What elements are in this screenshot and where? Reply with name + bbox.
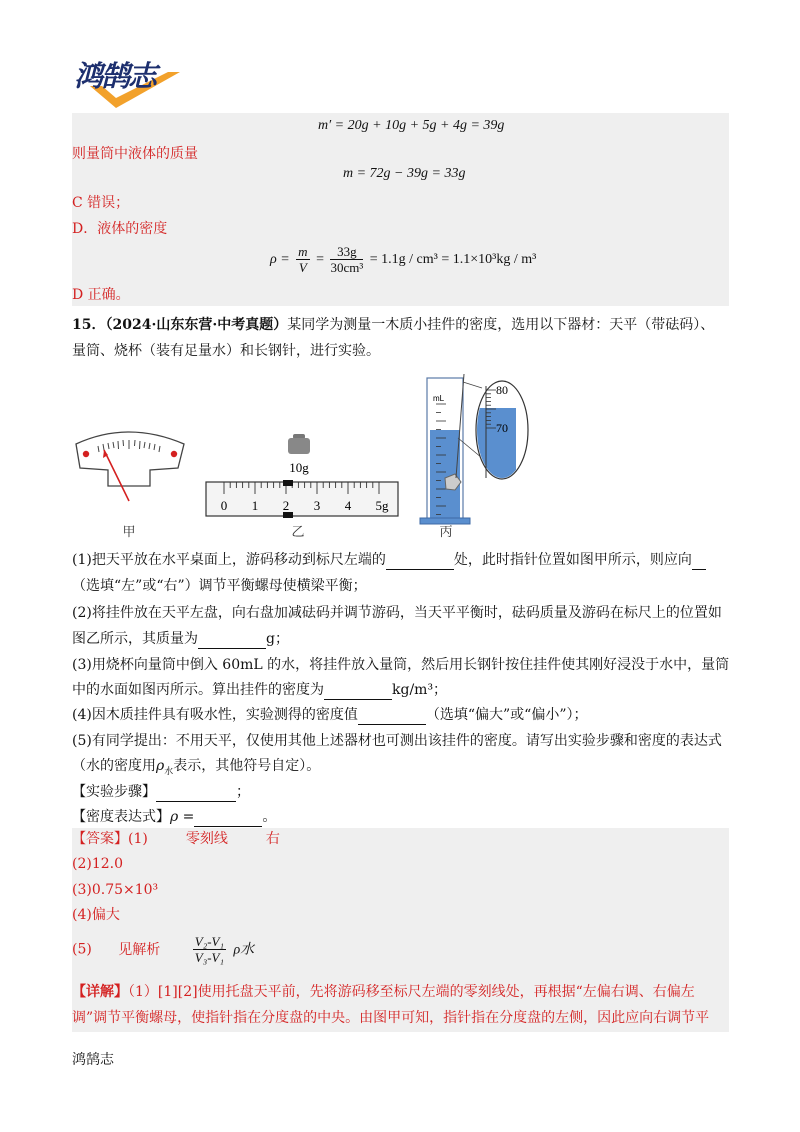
answer-tag: 【答案】 [72, 831, 128, 847]
subquestion-2-line2 [72, 629, 289, 649]
question-number: 15． [72, 317, 106, 333]
experiment-steps-line [72, 782, 250, 802]
ruler-tick-label: 0 [220, 498, 228, 513]
answer-line-1 [72, 829, 280, 849]
q2-text: 图乙所示，其质量为 [72, 631, 198, 647]
answer-line-4: (4)偏大 [72, 907, 120, 923]
question-source: （2024·山东东营·中考真题） [105, 317, 288, 333]
q1-text-a: (1)把天平放在水平桌面上，游码移动到标尺左端的 [72, 552, 386, 568]
option-d-label: D．液体的密度 [72, 221, 168, 237]
answer-5-number: (5) [72, 941, 92, 958]
page-footer: 鸿鹄志 [72, 1052, 114, 1068]
option-c-wrong: C 错误； [72, 195, 130, 211]
ruler-tick-label: 2 [282, 498, 290, 513]
answer-line-2: (2)12.0 [72, 856, 124, 872]
liquid-mass-label: 则量筒中液体的质量 [72, 146, 198, 162]
subquestion-3-line1: (3)用烧杯向量筒中倒入 60mL 的水，将挂件放入量筒，然后用长钢针按住挂件使其刚好浸没于水中，量筒 [72, 657, 730, 673]
equals: = [316, 252, 324, 267]
answer-blank [324, 685, 392, 700]
figure-label-bing: 丙 [439, 524, 453, 539]
experiment-figure [0, 368, 800, 543]
frac-den: V [298, 260, 307, 276]
answer-line-3: (3)0.75×10³ [72, 882, 159, 898]
q5-text-c: 表示，其他符号自定）。 [173, 758, 321, 774]
question-stem: 某同学为测量一木质小挂件的密度，选用以下器材：天平（带砝码）、 [287, 317, 715, 333]
q5-text-b: （水的密度用 [72, 758, 156, 774]
cylinder-unit: mL [433, 394, 445, 403]
zoom-label-80: 80 [496, 383, 508, 397]
detail-text-1: （1）[1][2]使用托盘天平前，先将游码移至标尺左端的零刻线处，再根据“左偏右调、右偏左 [128, 984, 695, 1000]
mprime-equation: m′ = 20g + 10g + 5g + 4g = 39g [318, 118, 505, 133]
answer-5-value: 见解析 [118, 941, 161, 958]
weight-and-ruler-diagram [206, 434, 398, 518]
figure-label-yi: 乙 [291, 524, 305, 539]
subquestion-3-line2 [72, 680, 447, 700]
figure-label-jia: 甲 [122, 524, 136, 539]
q2-unit: g； [266, 631, 289, 647]
frac-num: V₂-V₁ [194, 934, 224, 949]
m-equation: m = 72g − 39g = 33g [343, 166, 466, 181]
subquestion-4 [72, 705, 587, 725]
expression-rho: ρ = [170, 809, 195, 825]
brand-logo [72, 52, 184, 110]
subquestion-5-line1: (5)有同学提出：不用天平，仅使用其他上述器材也可测出该挂件的密度。请写出实验步骤和密度的表达式 [72, 733, 722, 749]
ruler-tick-label: 4 [344, 498, 352, 513]
answer-blank [386, 555, 454, 570]
question-15-line2: 量筒、烧杯（装有足量水）和长钢针，进行实验。 [72, 343, 380, 359]
fraction-m-over-v [296, 244, 309, 275]
q4-text-b: （选填“偏大”或“偏小”）； [425, 707, 588, 723]
steps-label: 【实验步骤】 [72, 784, 156, 800]
subquestion-1-line1 [72, 550, 706, 570]
subquestion-1-line2: （选填“左”或“右”）调节平衡螺母使横梁平衡； [72, 578, 367, 594]
q1-text-b: 处，此时指针位置如图甲所示，则应向 [453, 552, 692, 568]
answer-1-value-1: 零刻线 [185, 831, 228, 847]
density-expression-line [72, 807, 276, 827]
fraction-33g [330, 244, 363, 275]
logo-text: 鸿鹄志 [74, 59, 156, 93]
answer-5-rho: ρ水 [233, 942, 255, 958]
subquestion-5-line2 [72, 756, 320, 782]
detail-tag: 【详解】 [72, 984, 128, 1000]
frac-num: 33g [330, 244, 363, 260]
previous-answer-block [72, 113, 729, 306]
answer-blank [156, 787, 236, 802]
detail-line-2: 调”调节平衡螺母，使指针指在分度盘的中央。由图甲可知，指针指在分度盘的左侧，因此应向右调节平 [72, 1010, 710, 1026]
detail-line-1 [72, 982, 695, 1002]
answer-blank [194, 812, 262, 827]
question-15-line1 [72, 315, 714, 335]
frac-den: V₃-V₁ [194, 950, 224, 965]
frac-den: 30cm³ [330, 260, 364, 276]
rho-symbol: ρ [156, 758, 165, 774]
graduated-cylinder-diagram [420, 374, 528, 524]
ruler-tick-label: 1 [251, 498, 259, 513]
weight-label: 10g [289, 460, 309, 475]
q3-unit: kg/m³； [392, 682, 448, 698]
rho-rhs: = 1.1g / cm³ = 1.1×10³kg / m³ [369, 252, 537, 267]
option-d-correct: D 正确。 [72, 287, 130, 303]
ruler-tick-label: 3 [313, 498, 321, 513]
q3-text: 中的水面如图丙所示。算出挂件的密度为 [72, 682, 324, 698]
steps-end: ； [236, 784, 250, 800]
expression-end: 。 [262, 809, 277, 825]
zoom-label-70: 70 [496, 421, 508, 435]
answer-blank [358, 710, 426, 725]
answer-1-value-2: 右 [265, 831, 280, 847]
subquestion-2-line1: (2)将挂件放在天平左盘，向右盘加减砝码并调节游码，当天平平衡时，砝码质量及游码在标尺上的位置如 [72, 605, 722, 621]
balance-dial-diagram [76, 432, 184, 501]
rho-lhs: ρ = [270, 252, 290, 267]
ruler-tick-label: 5g [375, 498, 389, 513]
q4-text-a: (4)因木质挂件具有吸水性，实验测得的密度值 [72, 707, 358, 723]
density-equation [270, 244, 536, 276]
frac-num: m [298, 244, 308, 260]
answer-1-number: (1) [128, 831, 148, 847]
answer-blank [692, 555, 706, 570]
answer-blank [198, 634, 266, 649]
rho-subscript: 水 [164, 766, 174, 777]
answer-line-5 [72, 934, 254, 966]
expression-label: 【密度表达式】 [72, 809, 170, 825]
answer-5-fraction [193, 934, 226, 965]
